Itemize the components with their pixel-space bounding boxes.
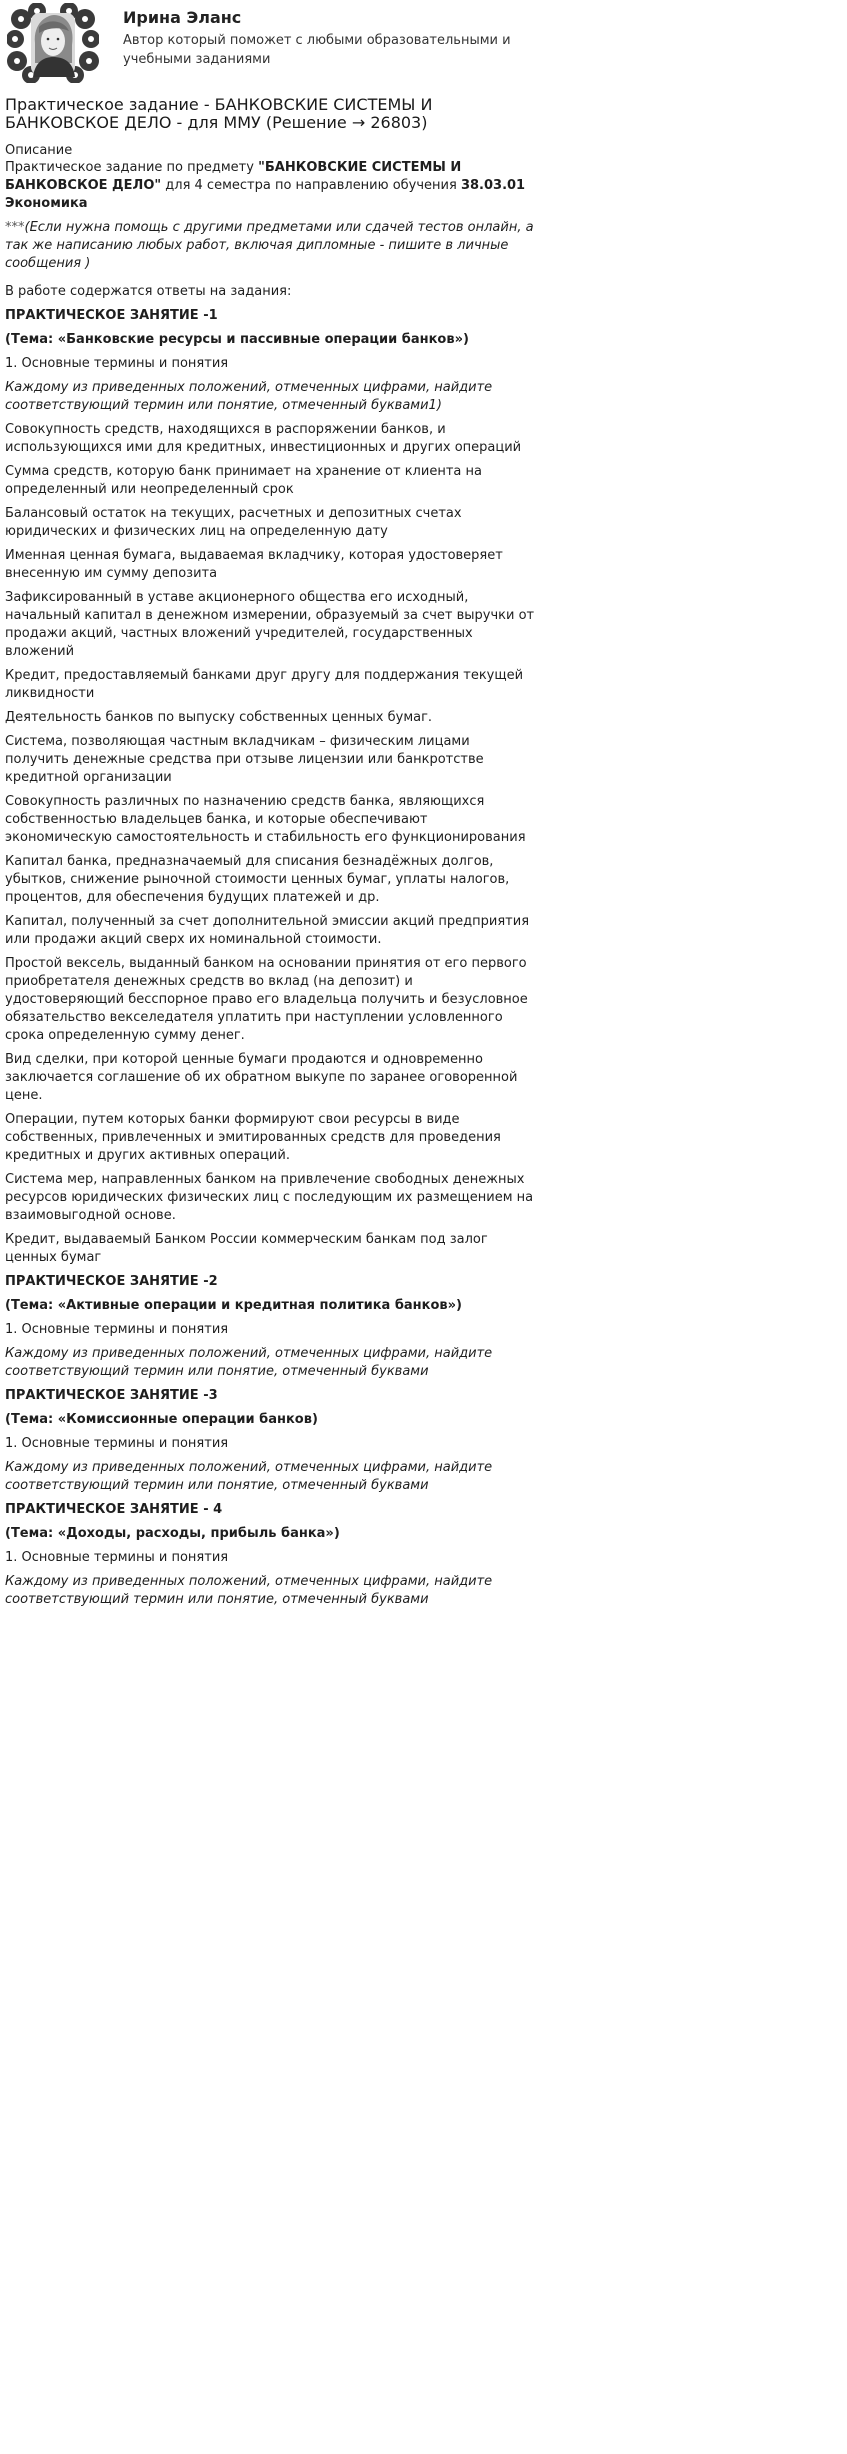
- definition-item: Капитал банка, предназначаемый для списания безнадёжных долгов, убытков, снижение рыночной стоимости ценных бумаг, уплаты налогов, процентов, для обеспечения будущих платежей и др.: [5, 854, 510, 905]
- definition-item: Вид сделки, при которой ценные бумаги продаются и одновременно заключается соглашение об их обратном выкупе по заранее оговоренной цене.: [5, 1052, 518, 1103]
- definition-item: Система мер, направленных банком на привлечение свободных денежных ресурсов юридических физических лиц с последующим их размещением на взаимовыгодной основе.: [5, 1172, 534, 1223]
- note-mark: ***: [5, 220, 25, 235]
- author-description: Автор который поможет с любыми образовательными и учебными заданиями: [123, 33, 511, 67]
- definition-item: Именная ценная бумага, выдаваемая вкладчику, которая удостоверяет внесенную им сумму депозита: [5, 548, 503, 581]
- section-instruction: Каждому из приведенных положений, отмеченных цифрами, найдите соответствующий термин или понятие, отмеченный буквами1): [5, 380, 493, 413]
- subject-line: [5, 159, 535, 213]
- author-name[interactable]: Ирина Эланс: [123, 8, 242, 27]
- definition-item: Деятельность банков по выпуску собственных ценных бумаг.: [5, 710, 433, 725]
- section-instruction: Каждому из приведенных положений, отмеченных цифрами, найдите соответствующий термин или понятие, отмеченный буквами: [5, 1574, 493, 1607]
- definition-item: Простой вексель, выданный банком на основании принятия от его первого приобретателя денежных средств во вклад (на депозит) и удостоверяющий бесспорное право его владельца получить и безусловное обязательство векселедателя уплатить при наступлении условленного срока определенную сумму денег.: [5, 956, 528, 1043]
- subject-middle: для 4 семестра по направлению обучения: [161, 178, 461, 193]
- section-topic: (Тема: «Доходы, расходы, прибыль банка»): [5, 1526, 340, 1541]
- definition-item: Совокупность различных по назначению средств банка, являющихся собственностью владельцев банка, и которые обеспечивают экономическую самостоятельность и стабильность его функционирования: [5, 794, 526, 845]
- section-item: 1. Основные термины и понятия: [5, 1436, 229, 1451]
- subject-prefix: Практическое задание по предмету: [5, 160, 259, 175]
- description-label: Описание: [5, 143, 73, 158]
- section-heading: ПРАКТИЧЕСКОЕ ЗАНЯТИЕ -3: [5, 1388, 218, 1403]
- definition-item: Совокупность средств, находящихся в распоряжении банков, и использующихся ими для кредитных, инвестиционных и других операций: [5, 422, 522, 455]
- content: [5, 283, 540, 1609]
- definition-item: Балансовый остаток на текущих, расчетных и депозитных счетах юридических и физических лиц на определенную дату: [5, 506, 462, 539]
- section-item: 1. Основные термины и понятия: [5, 1550, 229, 1565]
- help-note: [5, 219, 535, 273]
- page-title: Практическое задание - БАНКОВСКИЕ СИСТЕМЫ И БАНКОВСКОЕ ДЕЛО - для ММУ (Решение → 26803): [5, 95, 433, 132]
- section-heading: ПРАКТИЧЕСКОЕ ЗАНЯТИЕ -1: [5, 308, 218, 323]
- section-topic: (Тема: «Банковские ресурсы и пассивные операции банков»): [5, 332, 469, 347]
- definition-item: Кредит, предоставляемый банками друг другу для поддержания текущей ликвидности: [5, 668, 524, 701]
- author-avatar-photo[interactable]: [7, 3, 99, 83]
- definition-item: Кредит, выдаваемый Банком России коммерческим банкам под залог ценных бумаг: [5, 1232, 488, 1265]
- definition-item: Капитал, полученный за счет дополнительной эмиссии акций предприятия или продажи акций сверх их номинальной стоимости.: [5, 914, 530, 947]
- author-block: [5, 0, 540, 86]
- section-topic: (Тема: «Комиссионные операции банков): [5, 1412, 318, 1427]
- section-heading: ПРАКТИЧЕСКОЕ ЗАНЯТИЕ - 4: [5, 1502, 223, 1517]
- section-heading: ПРАКТИЧЕСКОЕ ЗАНЯТИЕ -2: [5, 1274, 218, 1289]
- section-item: 1. Основные термины и понятия: [5, 1322, 229, 1337]
- definition-item: Операции, путем которых банки формируют свои ресурсы в виде собственных, привлеченных и эмитированных средств для проведения кредитных и других активных операций.: [5, 1112, 501, 1163]
- definition-item: Сумма средств, которую банк принимает на хранение от клиента на определенный или неопределенный срок: [5, 464, 482, 497]
- definition-item: Система, позволяющая частным вкладчикам – физическим лицами получить денежные средства при отзыве лицензии или банкротстве кредитной организации: [5, 734, 484, 785]
- document-page: [0, 0, 540, 1609]
- avatar-image: [7, 3, 99, 83]
- section-topic: (Тема: «Активные операции и кредитная политика банков»): [5, 1298, 462, 1313]
- intro-text: В работе содержатся ответы на задания:: [5, 284, 292, 299]
- subject-name: "БАНКОВСКИЕ СИСТЕМЫ И БАНКОВСКОЕ ДЕЛО": [5, 160, 462, 193]
- section-item: 1. Основные термины и понятия: [5, 356, 229, 371]
- study-direction: 38.03.01 Экономика: [5, 178, 526, 211]
- note-text: (Если нужна помощь с другими предметами или сдачей тестов онлайн, а так же написанию любых работ, включая дипломные - пишите в личные сообщения ): [5, 220, 534, 271]
- section-instruction: Каждому из приведенных положений, отмеченных цифрами, найдите соответствующий термин или понятие, отмеченный буквами: [5, 1346, 493, 1379]
- section-instruction: Каждому из приведенных положений, отмеченных цифрами, найдите соответствующий термин или понятие, отмеченный буквами: [5, 1460, 493, 1493]
- definition-item: Зафиксированный в уставе акционерного общества его исходный, начальный капитал в денежном измерении, образуемый за счет выручки от продажи акций, частных вложений учредителей, государственных вложений: [5, 590, 535, 659]
